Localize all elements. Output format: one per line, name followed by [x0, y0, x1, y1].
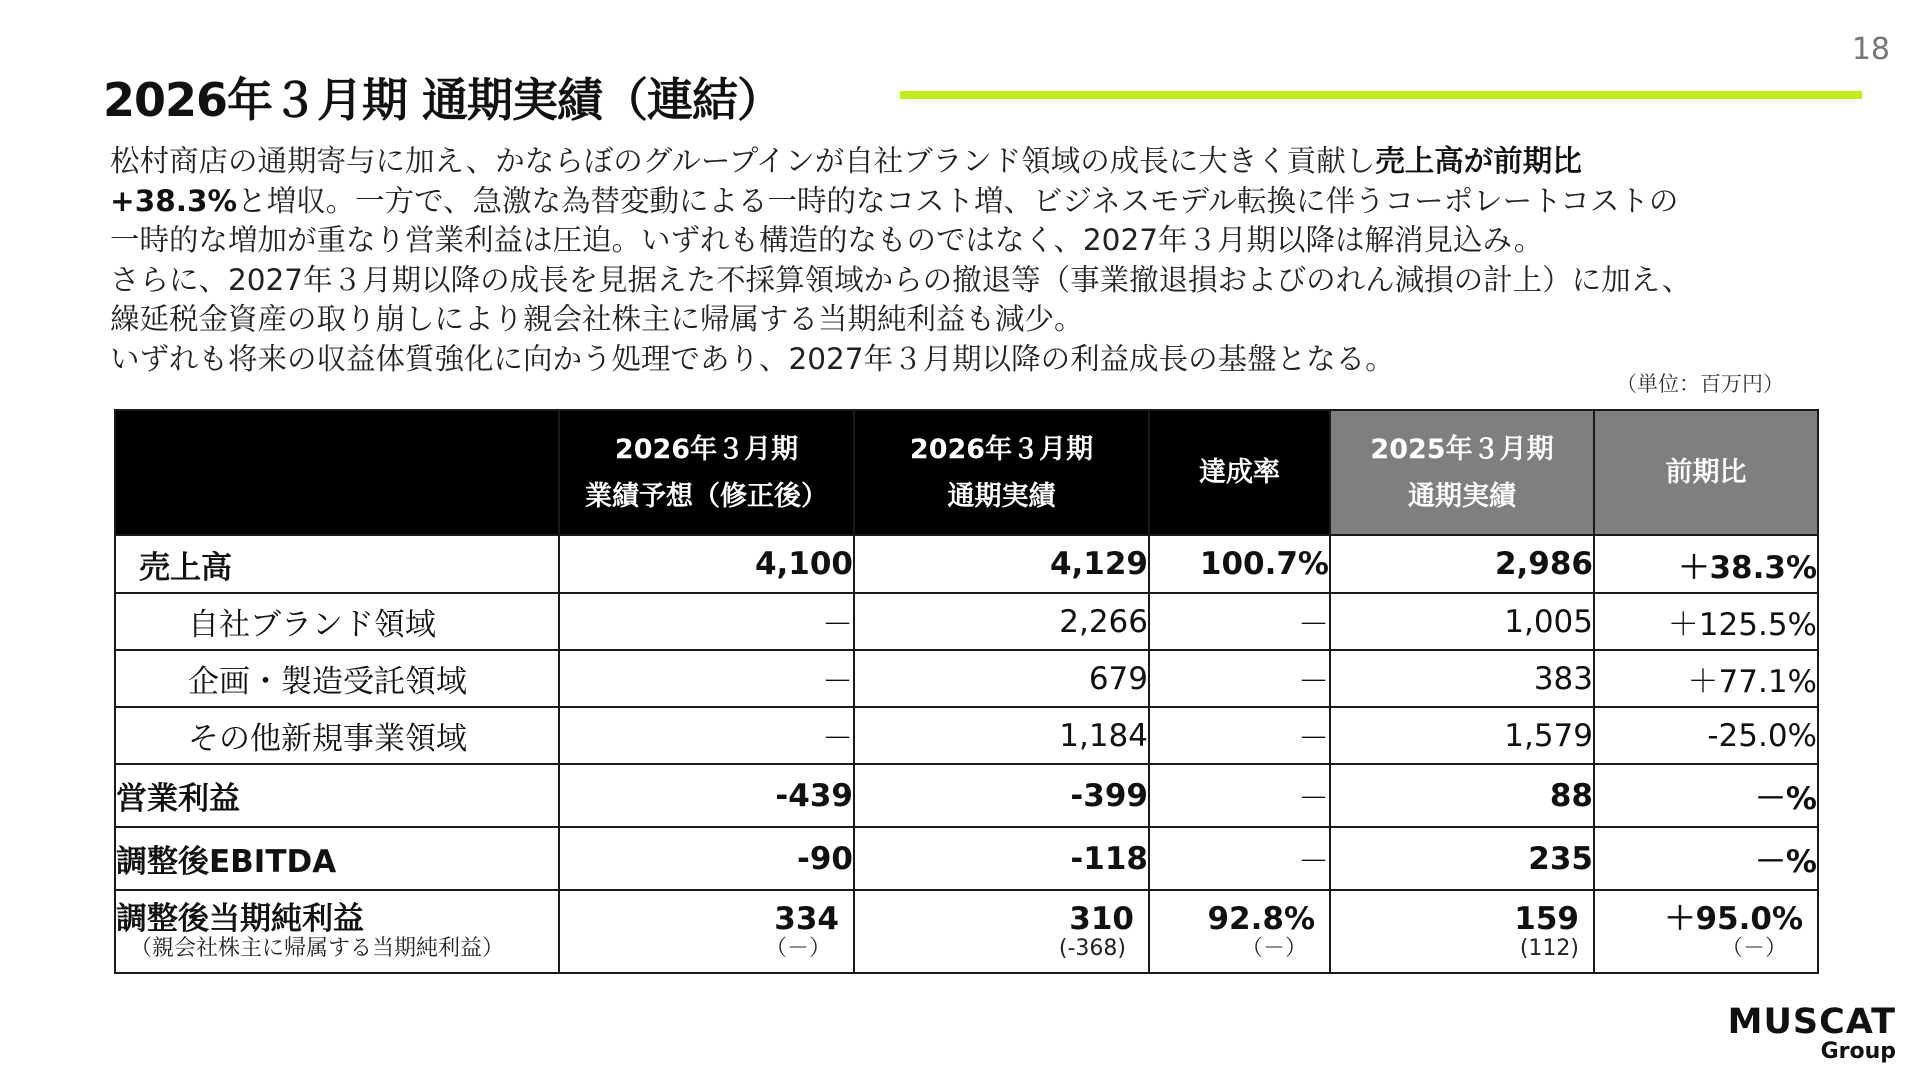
page-number: 18	[1851, 32, 1890, 67]
cell-forecast	[559, 890, 854, 973]
cell-yoy: －%	[1594, 827, 1818, 890]
summary-line-3: 一時的な増加が重なり営業利益は圧迫。いずれも構造的なものではなく、2027年３月期以降は解消見込み。	[110, 223, 1544, 257]
cell-rate: －	[1149, 707, 1330, 764]
cell-actual: -399	[854, 764, 1149, 827]
summary-line-2	[110, 182, 1830, 222]
cell-actual-main: 310	[1069, 900, 1134, 937]
summary-line-4: さらに、2027年３月期以降の成長を見据えた不採算領域からの撤退等（事業撤退損およびのれん減損の計上）に加え、	[110, 262, 1692, 297]
table-row-adjusted-ebitda	[115, 827, 1818, 890]
row-label-sub: （親会社株主に帰属する当期純利益）	[130, 935, 505, 961]
cell-actual: 2,266	[854, 593, 1149, 650]
cell-forecast: －	[559, 593, 854, 650]
cell-forecast: -90	[559, 827, 854, 890]
header-achievement-rate: 達成率	[1149, 410, 1330, 535]
row-label: 自社ブランド領域	[115, 593, 559, 650]
cell-rate: 100.7%	[1149, 535, 1330, 593]
cell-previous	[1330, 890, 1594, 973]
cell-yoy: ＋38.3%	[1594, 535, 1818, 593]
row-label: 売上高	[115, 535, 559, 593]
row-label: その他新規事業領域	[115, 707, 559, 764]
header-forecast-line1: 2026年３月期	[614, 433, 799, 465]
table-row-own-brand	[115, 593, 1818, 650]
header-forecast	[559, 410, 854, 535]
cell-yoy-main: ＋95.0%	[1664, 900, 1803, 937]
cell-previous: 235	[1330, 827, 1594, 890]
cell-yoy: ＋77.1%	[1594, 650, 1818, 707]
header-actual	[854, 410, 1149, 535]
table-row-net-sales	[115, 535, 1818, 593]
table-row-operating-income	[115, 764, 1818, 827]
page-title: 2026年３月期 通期実績（連結）	[103, 73, 783, 127]
cell-rate: －	[1149, 764, 1330, 827]
row-label: 営業利益	[115, 764, 559, 827]
header-yoy: 前期比	[1594, 410, 1818, 535]
cell-yoy: －%	[1594, 764, 1818, 827]
header-actual-line2: 通期実績	[947, 480, 1056, 512]
logo-sub-text: Group	[1820, 1039, 1896, 1064]
cell-previous: 88	[1330, 764, 1594, 827]
row-label	[115, 890, 559, 973]
cell-actual: 4,129	[854, 535, 1149, 593]
header-previous-year-line2: 通期実績	[1408, 480, 1516, 512]
header-forecast-line2: 業績予想（修正後）	[585, 480, 828, 512]
summary-line-5: 繰延税金資産の取り崩しにより親会社株主に帰属する当期純利益も減少。	[110, 302, 1084, 336]
cell-actual: 1,184	[854, 707, 1149, 764]
cell-forecast-main: 334	[774, 900, 839, 937]
cell-rate	[1149, 890, 1330, 973]
cell-rate-main: 92.8%	[1207, 900, 1315, 937]
unit-note: （単位：百万円）	[1616, 372, 1784, 396]
cell-forecast: -439	[559, 764, 854, 827]
cell-yoy	[1594, 890, 1818, 973]
cell-previous-sub: (112)	[1519, 935, 1579, 961]
table-row-adjusted-net-income	[115, 890, 1818, 973]
summary-line-1-emphasis: 売上高が前期比	[1375, 144, 1582, 178]
row-label: 調整後EBITDA	[115, 827, 559, 890]
cell-actual	[854, 890, 1149, 973]
logo-main-text: MUSCAT	[1727, 1002, 1896, 1042]
row-label-main: 調整後当期純利益	[116, 900, 364, 937]
table-header-row	[115, 410, 1818, 535]
cell-rate-sub: （－）	[1240, 935, 1307, 961]
cell-previous: 1,579	[1330, 707, 1594, 764]
cell-actual-sub: (-368)	[1058, 935, 1126, 961]
cell-rate: －	[1149, 650, 1330, 707]
muscat-group-logo	[1728, 1004, 1896, 1064]
cell-previous: 2,986	[1330, 535, 1594, 593]
title-accent-rule	[900, 91, 1862, 99]
summary-line-1-text: 松村商店の通期寄与に加え、かならぼのグループインが自社ブランド領域の成長に大きく貢献し	[110, 144, 1376, 178]
cell-forecast: －	[559, 707, 854, 764]
cell-yoy: ＋125.5%	[1594, 593, 1818, 650]
cell-previous: 383	[1330, 650, 1594, 707]
cell-previous-main: 159	[1514, 900, 1579, 937]
table-row-oem	[115, 650, 1818, 707]
summary-line-6: いずれも将来の収益体質強化に向かう処理であり、2027年３月期以降の利益成長の基盤となる。	[110, 341, 1395, 376]
results-table	[114, 409, 1819, 974]
cell-yoy: -25.0%	[1594, 707, 1818, 764]
cell-forecast: 4,100	[559, 535, 854, 593]
header-blank-cell	[115, 410, 559, 535]
summary-line-2-emphasis: +38.3%	[110, 183, 238, 218]
cell-previous: 1,005	[1330, 593, 1594, 650]
cell-yoy-sub: （－）	[1720, 935, 1787, 961]
header-previous-year	[1330, 410, 1594, 535]
table-row-other-new-business	[115, 707, 1818, 764]
cell-rate: －	[1149, 593, 1330, 650]
cell-actual: 679	[854, 650, 1149, 707]
summary-text	[110, 142, 1830, 379]
row-label: 企画・製造受託領域	[115, 650, 559, 707]
header-actual-line1: 2026年３月期	[909, 433, 1094, 465]
cell-actual: -118	[854, 827, 1149, 890]
header-previous-year-line1: 2025年３月期	[1370, 433, 1554, 465]
summary-line-1	[110, 142, 1830, 182]
summary-line-2-text: と増収。一方で、急激な為替変動による一時的なコスト増、ビジネスモデル転換に伴うコーポレートコストの	[237, 183, 1679, 218]
cell-rate: －	[1149, 827, 1330, 890]
cell-forecast-sub: （－）	[764, 935, 831, 961]
cell-forecast: －	[559, 650, 854, 707]
